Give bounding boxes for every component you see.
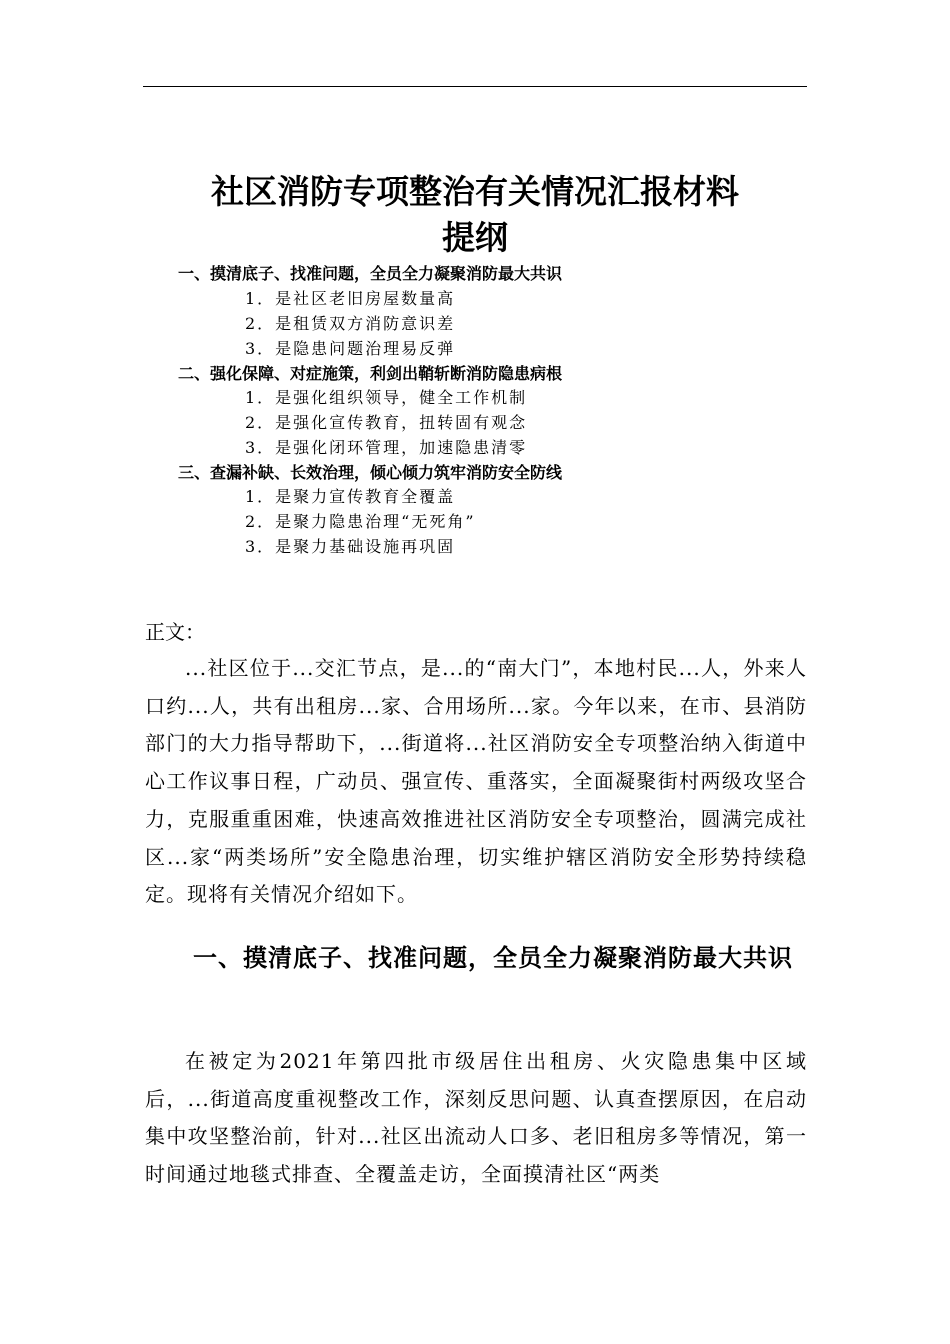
outline-heading-2: 二、强化保障、对症施策，利剑出鞘斩断消防隐患病根	[178, 364, 563, 383]
outline-heading-3: 三、查漏补缺、长效治理，倾心倾力筑牢消防安全防线	[178, 463, 563, 482]
document-subtitle: 提纲	[442, 218, 508, 257]
header-rule	[143, 86, 807, 87]
outline-item: 1．是聚力宣传教育全覆盖	[245, 487, 456, 506]
body-label: 正文：	[145, 620, 205, 644]
outline-item: 1．是社区老旧房屋数量高	[245, 289, 456, 308]
outline-item: 3．是聚力基础设施再巩固	[245, 537, 456, 556]
outline-item: 3．是隐患问题治理易反弹	[245, 339, 456, 358]
outline-item: 1．是强化组织领导，健全工作机制	[245, 388, 528, 407]
body-paragraph: ...社区位于...交汇节点，是...的“南大门”，本地村民...人，外来人口约...人，共有出租房...家、合用场所...家。今年以来，在市、县消防部门的大力指导帮助下，...街道将...社区消防安全专项整治纳入街道中心工作议事日程，广动员、强宣传、重落实，全面凝聚街村两级攻坚合力，克服重重困难，快速高效推进社区消防安全专项整治，圆满完成社区...家“两类场所”安全隐患治理，切实维护辖区消防安全形势持续稳定。现将有关情况介绍如下。	[145, 656, 807, 907]
outline-item: 2．是聚力隐患治理“无死角”	[245, 512, 476, 531]
section-heading: 一、摸清底子、找准问题，全员全力凝聚消防最大共识	[193, 944, 793, 972]
document-title: 社区消防专项整治有关情况汇报材料	[211, 172, 739, 211]
outline-item: 2．是强化宣传教育，扭转固有观念	[245, 413, 528, 432]
body-paragraph: 在被定为2021年第四批市级居住出租房、火灾隐患集中区域后，...街道高度重视整改工作，深刻反思问题、认真查摆原因，在启动集中攻坚整治前，针对...社区出流动人口多、老旧租房多等情况，第一时间通过地毯式排查、全覆盖走访，全面摸清社区“两类	[145, 1049, 807, 1187]
outline-item: 3．是强化闭环管理，加速隐患清零	[245, 438, 528, 457]
outline-item: 2．是租赁双方消防意识差	[245, 314, 456, 333]
outline-heading-1: 一、摸清底子、找准问题，全员全力凝聚消防最大共识	[178, 264, 563, 283]
